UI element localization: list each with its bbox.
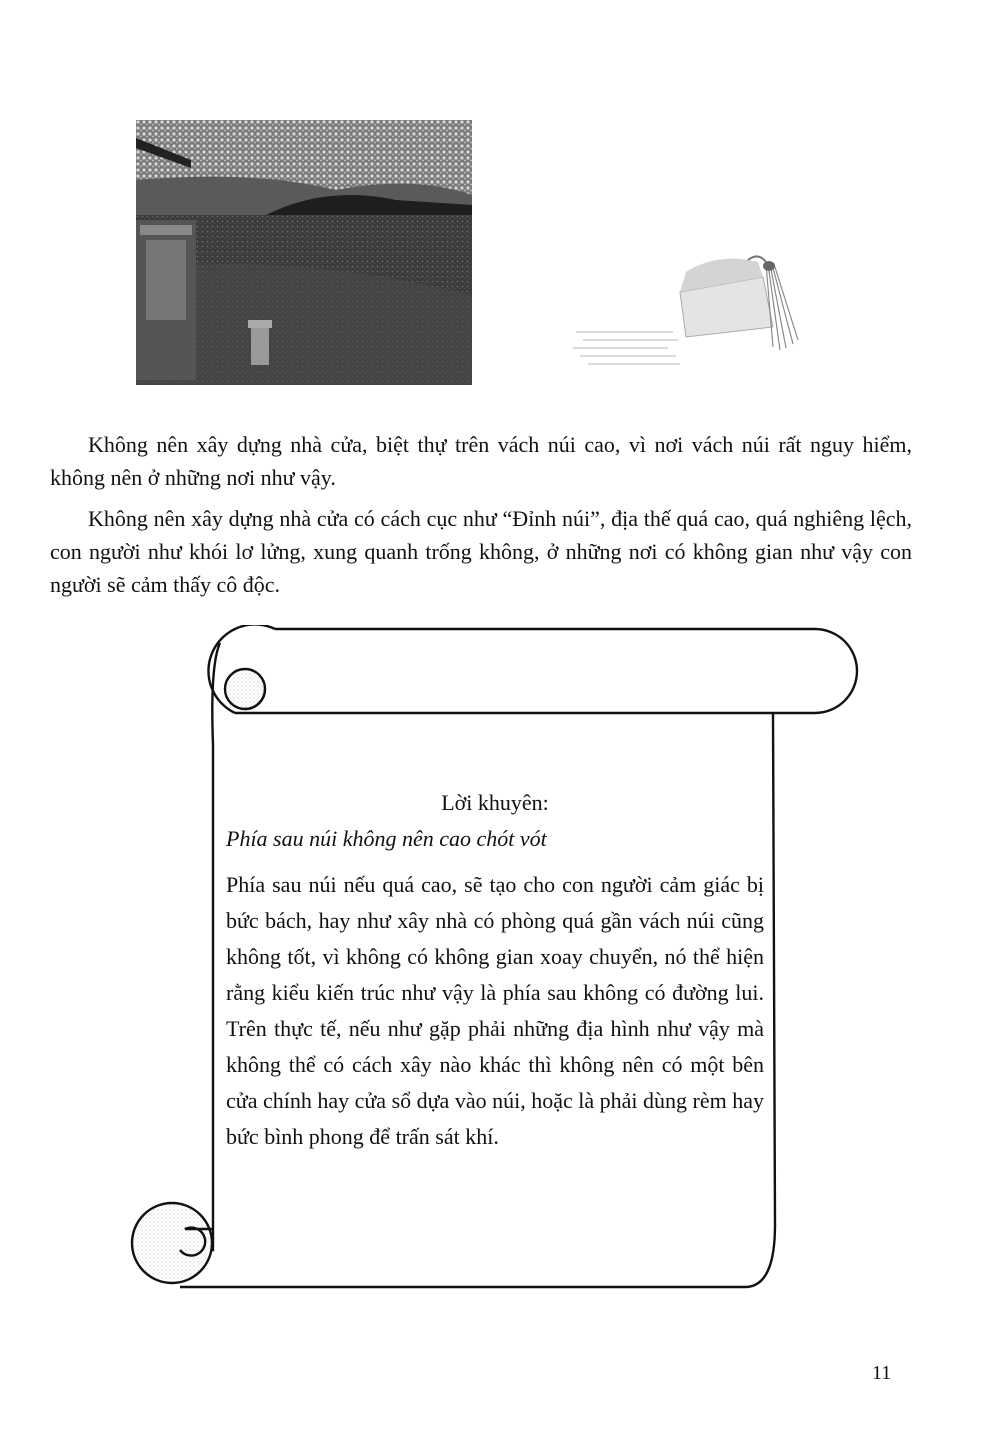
paragraph-1: Không nên xây dựng nhà cửa, biệt thự trên vách núi cao, vì nơi vách núi rất nguy hiểm, không nên ở những nơi như vậy.	[50, 432, 912, 490]
advice-heading: Lời khuyên:	[441, 790, 549, 815]
advice-subtitle: Phía sau núi không nên cao chót vót	[226, 826, 547, 851]
page-number: 11	[872, 1362, 892, 1384]
paragraph-2: Không nên xây dựng nhà cửa có cách cục như “Đỉnh núi”, địa thế quá cao, quá nghiêng lệch, con người như khói lơ lửng, xung quanh trống không, ở những nơi có không gian như vậy con người sẽ cảm thấy cô độc.	[50, 506, 912, 597]
advice-body: Phía sau núi nếu quá cao, sẽ tạo cho con người cảm giác bị bức bách, hay như xây nhà có phòng quá gần vách núi cũng không tốt, vì không có không gian xoay chuyển, nó thể hiện rằng kiểu kiến trúc như vậy là phía sau không có đường lui. Trên thực tế, nếu như gặp phải những địa hình như vậy mà không thể có cách xây nào khác thì không nên có một bên cửa chính hay cửa sổ dựa vào núi, hoặc là phải dùng rèm hay bức bình phong để trấn sát khí.	[226, 872, 764, 1149]
mountain-house-photo	[136, 120, 472, 385]
tassel-ornament	[568, 232, 848, 377]
